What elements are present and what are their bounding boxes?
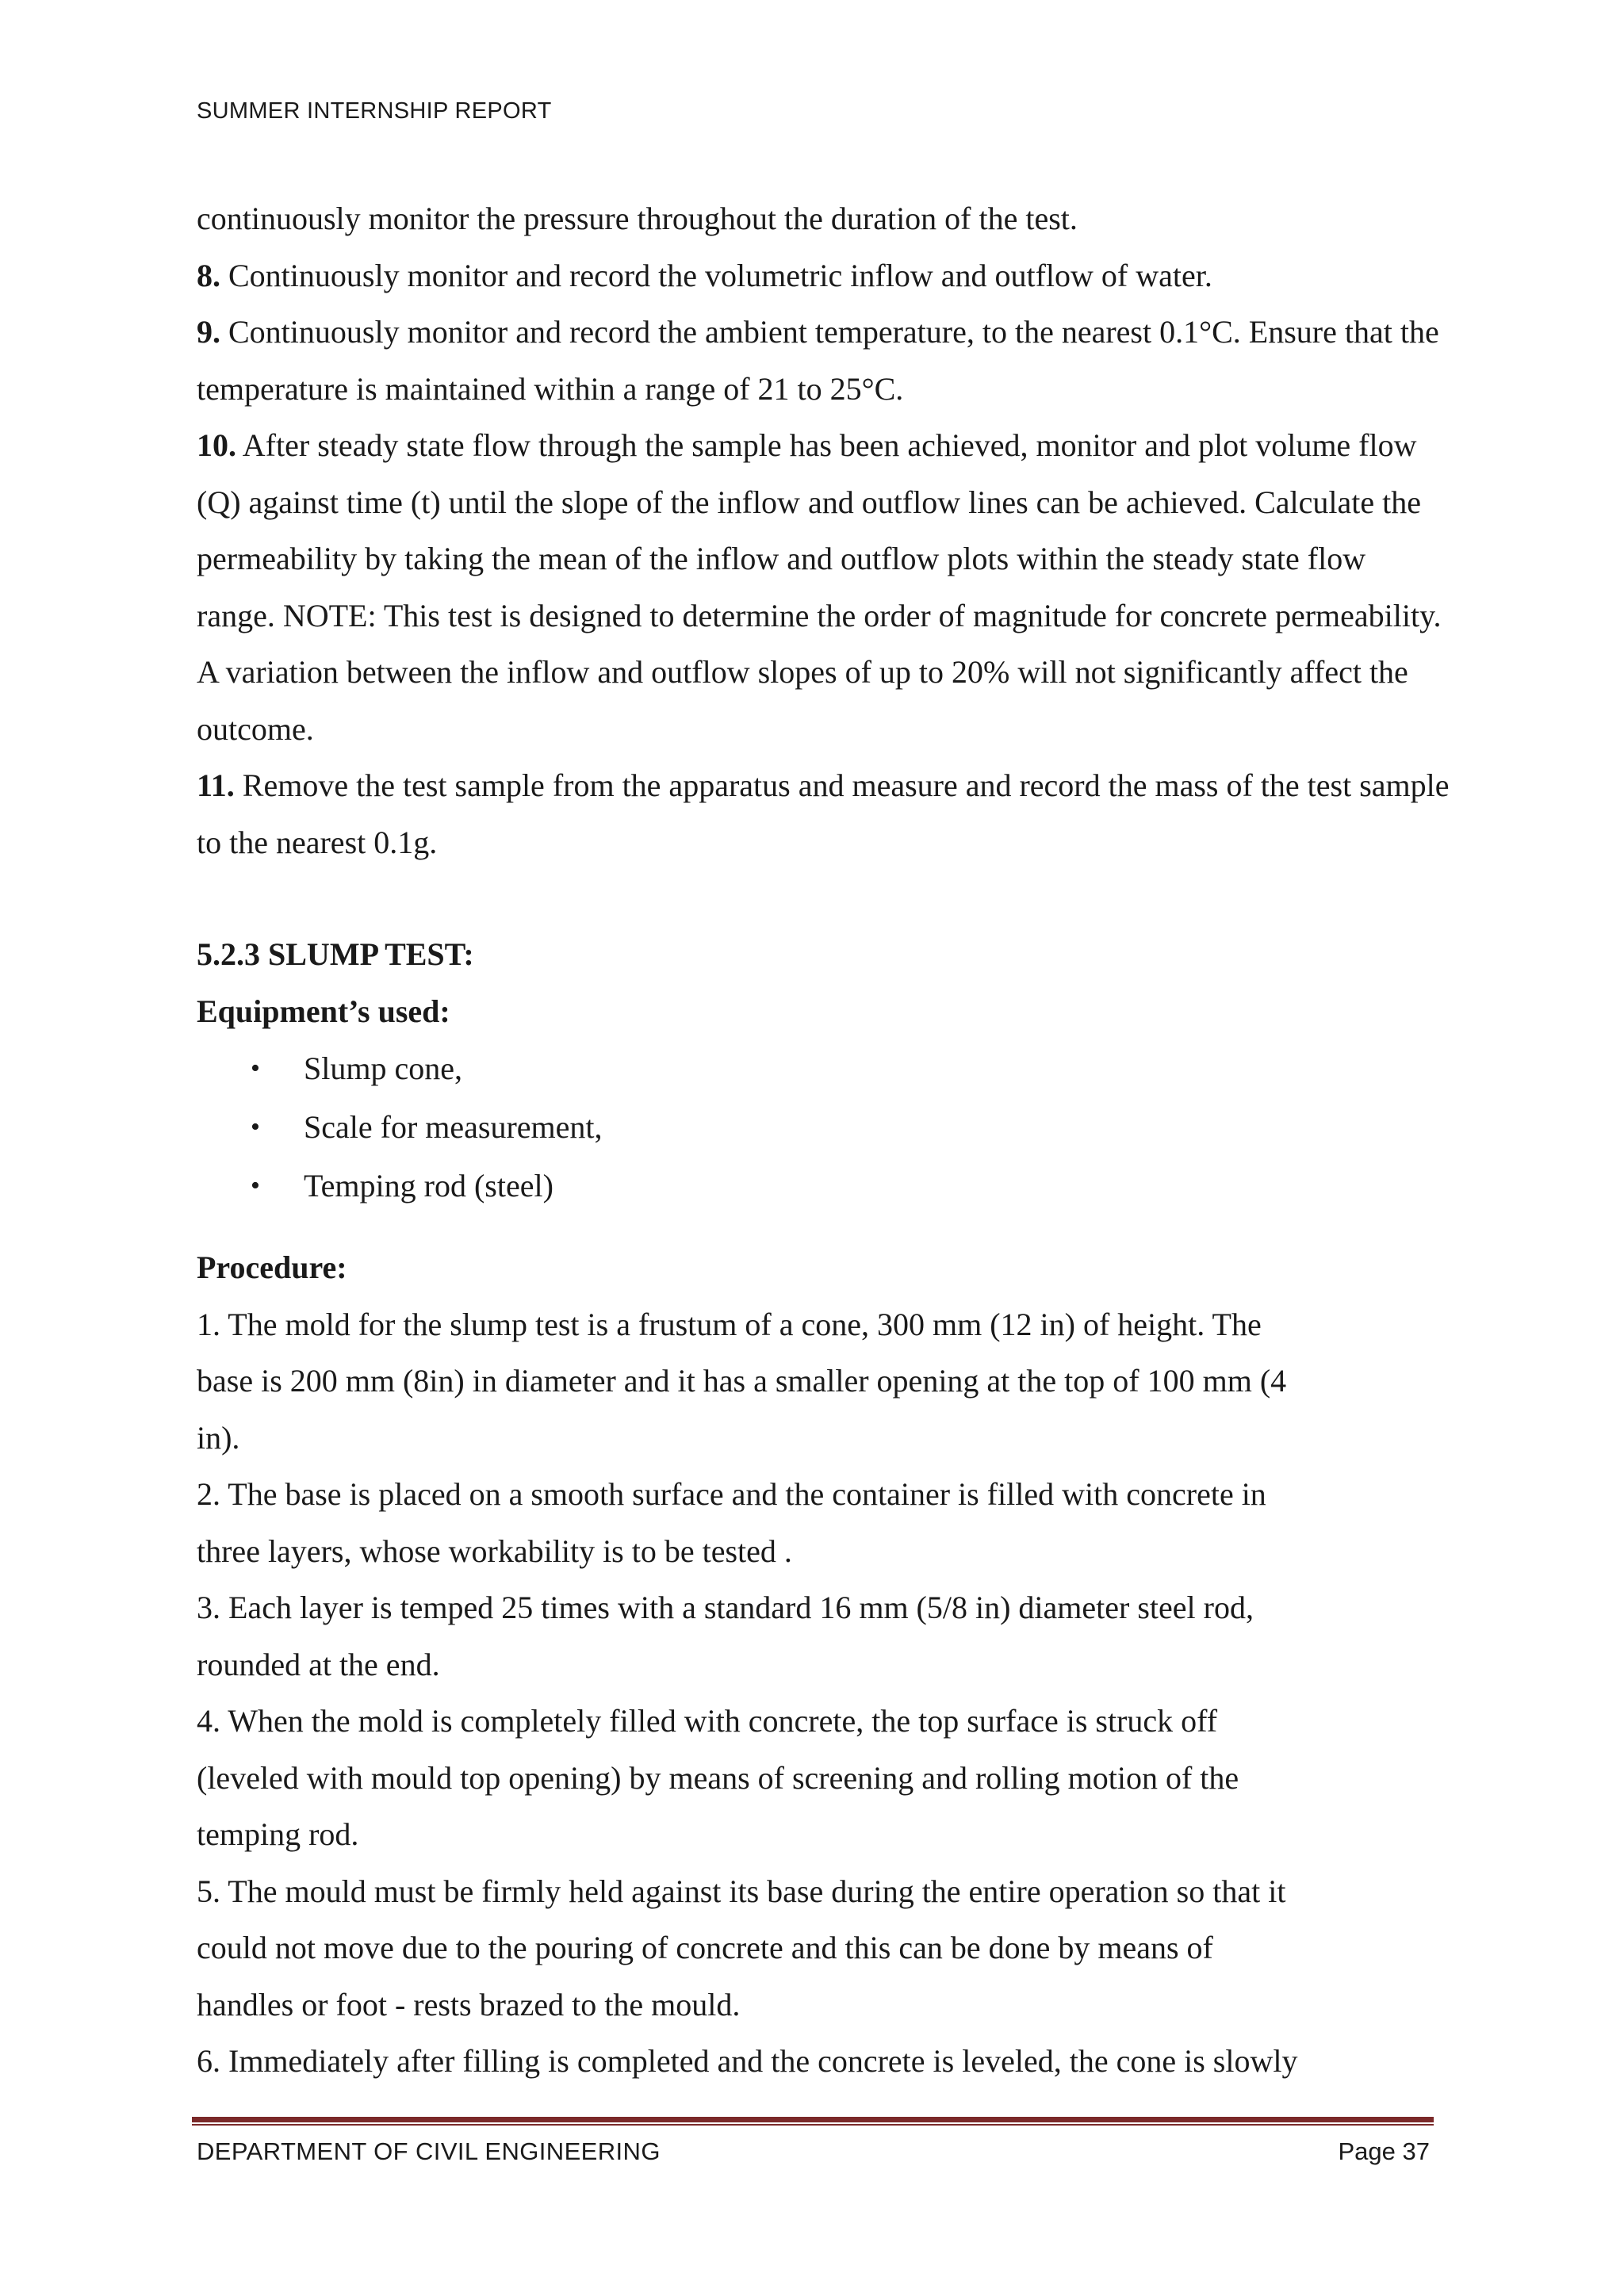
step-number: 8. xyxy=(197,257,220,293)
bullet-icon: • xyxy=(251,1054,260,1083)
list-item xyxy=(197,1039,1450,1098)
page-number: Page 37 xyxy=(1338,2137,1430,2165)
running-header: SUMMER INTERNSHIP REPORT xyxy=(197,98,552,124)
step-text: After steady state flow through the sample has been achieved, monitor and plot volume flow (Q) against time (t) until the slope of the inflow and outflow lines can be achieved. Calculate the permeability by taking the mean of the inflow and outflow plots within the steady state flow range. NOTE: This test is designed to determine the order of magnitude for concrete permeability. A variation between the inflow and outflow slopes of up to 20% will not significantly affect the outcome. xyxy=(197,427,1442,747)
step-11 xyxy=(197,757,1450,871)
step-text: Continuously monitor and record the volumetric inflow and outflow of water. xyxy=(228,257,1212,293)
procedure-heading: Procedure: xyxy=(197,1249,347,1285)
list-item-text: Temping rod (steel) xyxy=(304,1168,553,1203)
step-text: Continuously monitor and record the ambient temperature, to the nearest 0.1°C. Ensure that the temperature is maintained within a range of 21 to 25°C. xyxy=(197,314,1439,407)
procedure-step: 3. Each layer is temped 25 times with a standard 16 mm (5/8 in) diameter steel rod, rounded at the end. xyxy=(197,1590,1254,1682)
step-number: 9. xyxy=(197,314,220,350)
procedure-step: 2. The base is placed on a smooth surface and the container is filled with concrete in three layers, whose workability is to be tested . xyxy=(197,1476,1266,1569)
body-text xyxy=(197,190,1450,2090)
step-10 xyxy=(197,417,1450,757)
procedure-step: 4. When the mold is completely filled with concrete, the top surface is struck off (leveled with mould top opening) by means of screening and rolling motion of the temping rod. xyxy=(197,1703,1239,1852)
equipment-heading: Equipment’s used: xyxy=(197,993,450,1029)
procedure-step: 1. The mold for the slump test is a frustum of a cone, 300 mm (12 in) of height. The base is 200 mm (8in) in diameter and it has a smaller opening at the top of 100 mm (4 in). xyxy=(197,1306,1287,1456)
bullet-icon: • xyxy=(251,1112,260,1142)
equipment-list xyxy=(197,1039,1450,1215)
step-text: continuously monitor the pressure throughout the duration of the test. xyxy=(197,201,1078,236)
step-number: 10. xyxy=(197,427,236,463)
step-9 xyxy=(197,304,1450,417)
procedure-step: 5. The mould must be firmly held against its base during the entire operation so that it could not move due to the pouring of concrete and this can be done by means of handles or foot - rests brazed to the mould. xyxy=(197,1873,1286,2022)
footer-divider xyxy=(192,2117,1434,2126)
procedure-step: 6. Immediately after filling is completed and the concrete is leveled, the cone is slowly xyxy=(197,2043,1298,2079)
section-heading: 5.2.3 SLUMP TEST: xyxy=(197,936,474,972)
list-item xyxy=(197,1157,1450,1215)
list-item-text: Scale for measurement, xyxy=(304,1109,603,1145)
list-item-text: Slump cone, xyxy=(304,1050,462,1086)
step-continued xyxy=(197,190,1450,247)
step-text: Remove the test sample from the apparatus and measure and record the mass of the test sample to the nearest 0.1g. xyxy=(197,767,1450,860)
step-number: 11. xyxy=(197,767,235,803)
list-item xyxy=(197,1098,1450,1157)
step-8 xyxy=(197,247,1450,304)
bullet-icon: • xyxy=(251,1171,260,1200)
footer-department: DEPARTMENT OF CIVIL ENGINEERING xyxy=(197,2137,661,2165)
